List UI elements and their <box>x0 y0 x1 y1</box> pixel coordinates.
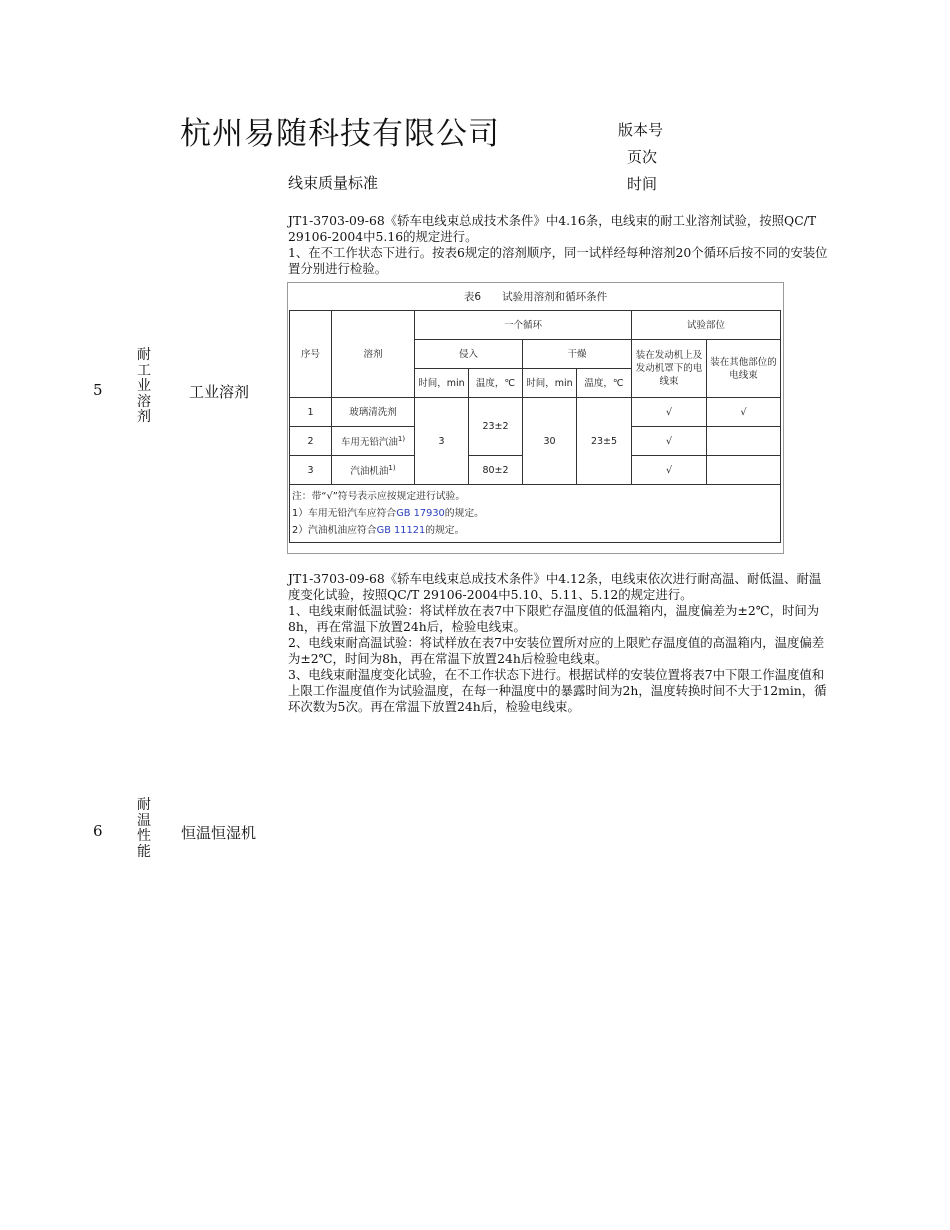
note-text: 1）车用无铅汽车应符合 <box>292 508 397 519</box>
header-solvent: 溶剂 <box>332 311 415 398</box>
row-engine-check: √ <box>632 456 707 485</box>
header-immerse: 侵入 <box>415 340 523 369</box>
document-subtitle: 线束质量标准 <box>288 174 379 192</box>
table-notes <box>290 485 781 543</box>
item-6-paragraph: 1、电线束耐低温试验：将试样放在表7中下限贮存温度值的低温箱内，温度偏差为±2℃，时间为8h，再在常温下放置24h后，检验电线束。 <box>288 603 820 634</box>
header-seq: 序号 <box>290 311 332 398</box>
item-6-name: 恒温恒湿机 <box>181 824 257 842</box>
item-6-paragraph: 2、电线束耐高温试验：将试样放在表7中安装位置所对应的上限贮存温度值的高温箱内，温度偏差为±2℃，时间为8h，再在常温下放置24h后检验电线束。 <box>288 635 825 666</box>
solvent-table-figure <box>287 282 784 554</box>
header-test-location: 试验部位 <box>632 311 781 340</box>
item-5-number: 5 <box>93 381 103 399</box>
header-dry-temp: 温度，℃ <box>577 369 632 398</box>
standard-link[interactable]: GB 11121 <box>376 525 426 536</box>
company-name: 杭州易随科技有限公司 <box>180 116 500 152</box>
row-engine-check: √ <box>632 427 707 456</box>
header-immerse-time: 时间，min <box>415 369 469 398</box>
dry-temp-value: 23±5 <box>577 398 632 485</box>
immerse-time-value: 3 <box>415 398 469 485</box>
solvent-table <box>289 310 781 543</box>
item-6-paragraph: JT1-3703-09-68《轿车电线束总成技术条件》中4.12条，电线束依次进行耐高温、耐低温、耐温度变化试验，按照QC/T 29106-2004中5.10、5.11、5.12的规定进行。 <box>288 571 822 602</box>
item-6-number: 6 <box>93 822 103 840</box>
header-engine-bay: 装在发动机上及发动机罩下的电线束 <box>632 340 707 398</box>
item-6-paragraph: 3、电线束耐温度变化试验，在不工作状态下进行。根据试样的安装位置将表7中下限工作温度值和上限工作温度值作为试验温度，在每一种温度中的暴露时间为2h，温度转换时间不大于12min，循环次数为5次。再在常温下放置24h后，检验电线束。 <box>288 667 827 714</box>
item-5-name: 工业溶剂 <box>189 383 250 401</box>
table-caption: 表6 试验用溶剂和循环条件 <box>463 291 608 303</box>
footnote-marker: 1) <box>388 463 396 472</box>
row-seq: 1 <box>290 398 332 427</box>
table-row <box>290 398 781 427</box>
footnote-marker: 1) <box>397 434 406 443</box>
note-line: 注：带“√”符号表示应按规定进行试验。 <box>292 491 466 502</box>
header-other-location: 装在其他部位的电线束 <box>707 340 781 398</box>
note-text: 2）汽油机油应符合 <box>292 525 377 536</box>
header-cycle: 一个循环 <box>415 311 632 340</box>
item-6-text <box>288 571 833 715</box>
row-solvent-label: 汽油机油 <box>350 466 389 478</box>
row-other-check <box>707 427 781 456</box>
row-solvent-label: 车用无铅汽油 <box>340 437 398 449</box>
header-dry-time: 时间，min <box>523 369 577 398</box>
row-solvent <box>332 427 415 456</box>
row-solvent: 玻璃清洗剂 <box>332 398 415 427</box>
row-seq: 3 <box>290 456 332 485</box>
note-text: 的规定。 <box>444 508 484 519</box>
item-5-paragraph: 1、在不工作状态下进行。按表6规定的溶剂顺序，同一试样经每种溶剂20个循环后按不同的安装位置分别进行检验。 <box>288 245 828 276</box>
page-label: 页次 <box>627 148 658 166</box>
date-label: 时间 <box>627 175 658 193</box>
note-line <box>292 505 778 522</box>
row-other-check: √ <box>707 398 781 427</box>
row-seq: 2 <box>290 427 332 456</box>
item-5-paragraph: JT1-3703-09-68《轿车电线束总成技术条件》中4.16条，电线束的耐工业溶剂试验，按照QC/T 29106-2004中5.16的规定进行。 <box>288 213 817 244</box>
item-5-text <box>288 213 833 277</box>
row-other-check <box>707 456 781 485</box>
standard-link[interactable]: GB 17930 <box>396 508 445 519</box>
row-engine-check: √ <box>632 398 707 427</box>
note-line <box>292 522 778 539</box>
version-label: 版本号 <box>618 121 664 139</box>
row-solvent <box>332 456 415 485</box>
item-5-category: 耐工业溶剂 <box>137 347 151 425</box>
item-6-category: 耐温性能 <box>137 797 151 860</box>
immerse-temp-value: 23±2 <box>469 398 523 456</box>
note-text: 的规定。 <box>425 525 465 536</box>
immerse-temp-value-3: 80±2 <box>469 456 523 485</box>
header-dry: 干燥 <box>523 340 632 369</box>
dry-time-value: 30 <box>523 398 577 485</box>
header-immerse-temp: 温度，℃ <box>469 369 523 398</box>
